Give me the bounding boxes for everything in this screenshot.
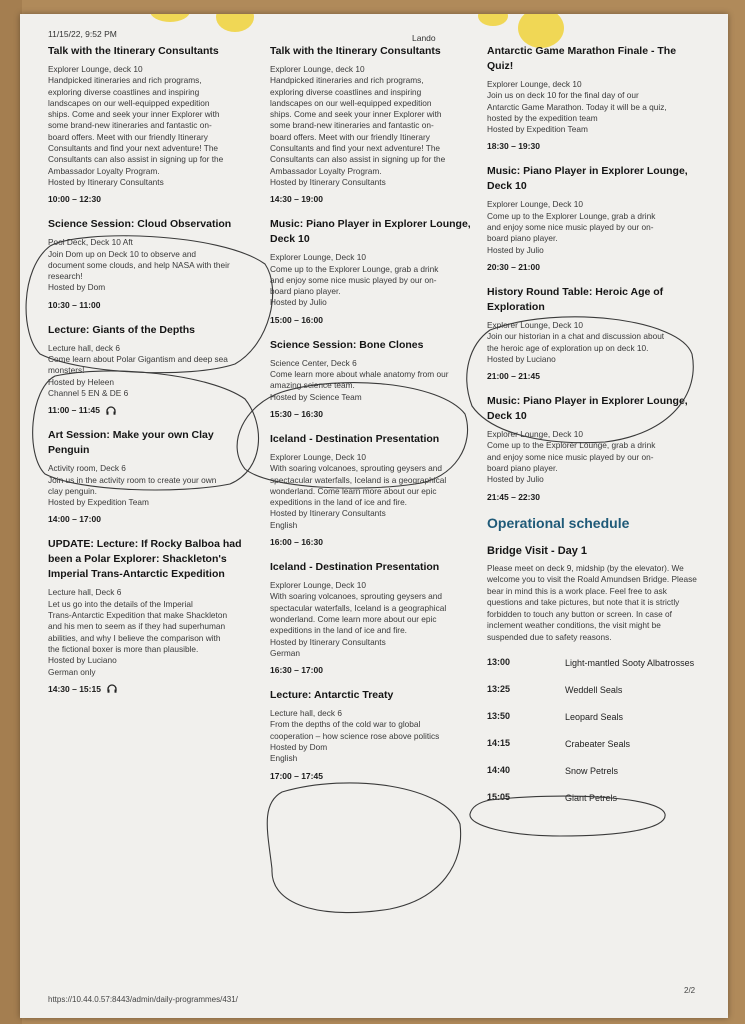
event-detail-line: Science Center, Deck 6 [270,357,357,368]
event-detail-line: Explorer Lounge, deck 10 [487,79,582,89]
event-detail-line: board offers. Meet with our friendly Itinerary [48,131,208,142]
event-detail-line: Explorer Lounge, Deck 10 [487,199,583,210]
event-detail-line: From the depths of the cold war to global [270,719,421,730]
event-time: 16:00 – 16:30 [270,537,323,548]
event-detail-line: Antarctic Game Marathon. Today it will be a quiz, [487,101,667,112]
event-detail-line: Hosted by Heleen [48,376,114,387]
event-detail-line: and his men to seem as if they had superhuman [48,621,226,632]
event-time: 21:45 – 22:30 [487,491,540,502]
event-detail-line: Hosted by Science Team [270,391,362,402]
event-detail-line: Handpicked itineraries and rich programs, [48,75,202,86]
event-title: Antarctic Game Marathon Finale - The Quiz! [487,45,677,72]
event-title: Lecture: Antarctic Treaty [270,689,394,702]
printed-page [20,14,728,1018]
schedule-time: 13:50 [487,711,511,722]
event-detail-line: abilities, and why I believe the comparison with [48,632,221,643]
event-detail-line: wonderland. Come learn more about our epic [270,613,437,624]
event-detail-line: Explorer Lounge, deck 10 [48,64,143,74]
event-detail-line: Hosted by Luciano [48,655,117,666]
event-detail-line: Hosted by Expedition Team [48,497,149,508]
footer-url: https://10.44.0.57:8443/admin/daily-programmes/431/ [48,995,238,1004]
schedule-time: 14:15 [487,738,511,749]
page-number: 2/2 [684,986,696,995]
event-detail-line: board piano player. [487,233,558,244]
event-detail-line: spectacular waterfalls, Iceland is a geographical [270,602,447,613]
event-detail-line: ships. Come and seek your inner Explorer with [48,109,220,120]
schedule-time: 13:25 [487,684,511,695]
event-time: 18:30 – 19:30 [487,141,540,152]
event-detail-line: Lecture hall, deck 6 [270,708,342,719]
event-detail-line: Hosted by Dom [270,741,328,752]
event-detail-line: Ambassador Loyalty Program. [48,165,160,176]
event-detail-line: With soaring volcanoes, sprouting geysers and [270,463,443,474]
event-detail-line: clay penguin. [48,485,97,496]
schedule-species: Crabeater Seals [565,739,631,750]
event-detail-line: Channel 5 EN & DE 6 [48,387,129,398]
event-detail-line: research! [48,271,83,282]
schedule-time: 14:40 [487,765,511,776]
event-detail-line: German only [48,666,96,677]
event-detail-line: the fictional boxer is more than plausible. [48,643,199,654]
event-detail-line: Hosted by Itinerary Consultants [270,508,386,519]
event-detail-line: Come up to the Explorer Lounge, grab a drink [487,210,656,221]
event-detail-line: ships. Come and seek your inner Explorer with [270,109,442,120]
event-detail-line: Hosted by Julio [487,244,544,255]
bridge-visit-title: Bridge Visit - Day 1 [487,544,588,557]
event-time: 17:00 – 17:45 [270,770,323,781]
event-time: 10:00 – 12:30 [48,194,101,205]
event-detail-line: Come learn about Polar Gigantism and deep sea [48,354,228,365]
event-detail-line: some brand-new itineraries and fantastic on- [270,120,434,131]
event-detail-line: board piano player. [270,286,341,297]
bridge-visit-description: Please meet on deck 9, midship (by the elevator). We welcome you to visit the Roald Amundsen Bridge. Please bear in mind this is a work place. Feel free to ask questions and take pictures, but note that it is strictly forbidden to touch any button or screen. In case of inclement weather conditions, the visit might be suspended due to safety reasons. [487,562,697,642]
event-detail-line: English [270,519,298,530]
event-detail-line: German [270,647,300,658]
event-time: 14:30 – 15:15 [48,683,101,694]
event-detail-line: Handpicked itineraries and rich programs, [270,75,424,86]
schedule-species: Snow Petrels [565,766,619,777]
event-detail-line: expeditions in the land of ice and fire. [270,625,407,636]
event-detail-line: Hosted by Itinerary Consultants [270,176,386,187]
event-detail-line: Come up to the Explorer Lounge, grab a drink [270,263,439,274]
pen-circle [237,383,467,489]
schedule-species: Weddell Seals [565,685,623,696]
event-detail-line: Hosted by Itinerary Consultants [48,176,164,187]
event-detail-line: landscapes on our well-equipped expedition [270,97,432,108]
event-title: Iceland - Destination Presentation [270,561,440,574]
event-detail-line: Explorer Lounge, Deck 10 [487,429,583,440]
event-detail-line: Let us go into the details of the Imperial [48,598,193,609]
print-timestamp: 11/15/22, 9:52 PM [48,29,117,39]
event-detail-line: Consultants can also assist in signing up for the [48,154,224,165]
schedule-species: Light-mantled Sooty Albatrosses [565,658,695,669]
schedule-species: Leopard Seals [565,712,624,723]
event-detail-line: Trans-Antarctic Expedition that make Shackleton [48,610,228,621]
event-detail-line: Join us on deck 10 for the final day of our [487,90,639,101]
event-detail-line: Explorer Lounge, Deck 10 [487,319,583,330]
event-detail-line: Hosted by Expedition Team [487,124,588,135]
event-detail-line: expeditions in the land of ice and fire. [270,497,407,508]
event-detail-line: and enjoy some nice music played by our on- [487,222,654,233]
event-detail-line: Hosted by Luciano [487,353,556,364]
event-detail-line: hosted by the expedition team [487,112,598,123]
event-detail-line: spectacular waterfalls, Iceland is a geographical [270,474,447,485]
event-time: 21:00 – 21:45 [487,371,540,382]
event-title: Lecture: Giants of the Depths [48,323,196,336]
event-title: Music: Piano Player in Explorer Lounge, Deck 10 [487,395,688,423]
event-detail-line: Explorer Lounge, deck 10 [270,64,365,74]
event-detail-line: Join our historian in a chat and discussion about [487,331,665,342]
event-title: Music: Piano Player in Explorer Lounge, Deck 10 [270,218,471,246]
event-detail-line: Come up to the Explorer Lounge, grab a drink [487,440,656,451]
event-title: Iceland - Destination Presentation [270,432,440,445]
event-detail-line: and enjoy some nice music played by our on- [270,274,437,285]
pen-annotations [20,14,728,1018]
event-detail-line: exploring diverse coastlines and inspiring [48,86,200,97]
event-detail-line: board offers. Meet with our friendly Itinerary [270,131,430,142]
pen-circle [33,371,259,490]
event-detail-line: Come learn more about whale anatomy from our [270,369,449,380]
event-detail-line: Hosted by Itinerary Consultants [270,636,386,647]
event-time: 11:00 – 11:45 [48,405,100,416]
event-detail-line: Consultants and find your next adventure! The [48,143,219,154]
event-title: Art Session: Make your own Clay Penguin [48,429,214,457]
event-detail-line: Lecture hall, Deck 6 [48,587,122,598]
event-detail-line: Ambassador Loyalty Program. [270,165,382,176]
ship-name: Lando [412,33,436,43]
event-detail-line: exploring diverse coastlines and inspiring [270,86,422,97]
event-time: 20:30 – 21:00 [487,261,540,272]
pen-circle [470,796,665,836]
schedule-time: 15:05 [487,792,511,803]
event-detail-line: Pool Deck, Deck 10 Aft [48,237,133,248]
event-detail-line: English [270,753,298,764]
event-title: History Round Table: Heroic Age of Exploration [487,285,664,313]
event-detail-line: Explorer Lounge, Deck 10 [270,451,366,462]
event-title: Science Session: Bone Clones [270,338,424,351]
event-detail-line: Lecture hall, deck 6 [48,342,120,353]
event-title: UPDATE: Lecture: If Rocky Balboa had been a Polar Explorer: Shackleton's Imperial Trans-Antarctic Expedition [48,538,242,581]
event-time: 16:30 – 17:00 [270,665,323,676]
event-time: 14:00 – 17:00 [48,514,101,525]
event-detail-line: some brand-new itineraries and fantastic on- [48,120,212,131]
event-time: 14:30 – 19:00 [270,194,323,205]
event-time: 15:30 – 16:30 [270,408,323,419]
event-detail-line: With soaring volcanoes, sprouting geysers and [270,591,443,602]
pen-circle [26,236,273,373]
schedule-species: Giant Petrels [565,793,618,804]
event-detail-line: Hosted by Dom [48,282,106,293]
event-detail-line: the heroic age of exploration up on deck 10. [487,342,649,353]
event-time: 10:30 – 11:00 [48,299,101,310]
pen-circle [467,317,693,443]
event-detail-line: Activity room, Deck 6 [48,463,126,474]
event-detail-line: board piano player. [487,463,558,474]
event-detail-line: Explorer Lounge, Deck 10 [270,580,366,591]
operational-heading: Operational schedule [487,514,630,531]
event-detail-line: cooperation – how science rose above politics [270,730,440,741]
event-detail-line: Explorer Lounge, Deck 10 [270,252,366,263]
event-detail-line: wonderland. Come learn more about our epic [270,485,437,496]
event-detail-line: monsters! [48,365,85,376]
event-title: Science Session: Cloud Observation [48,218,232,231]
event-detail-line: document some clouds, and help NASA with their [48,259,230,270]
event-time: 15:00 – 16:00 [270,314,323,325]
event-detail-line: amazing science team. [270,380,355,391]
pen-circle [267,783,460,913]
event-detail-line: Hosted by Julio [270,297,327,308]
event-title: Music: Piano Player in Explorer Lounge, Deck 10 [487,165,688,193]
event-detail-line: Consultants and find your next adventure! The [270,143,441,154]
event-detail-line: landscapes on our well-equipped expedition [48,97,210,108]
event-detail-line: Consultants can also assist in signing up for the [270,154,446,165]
event-title: Talk with the Itinerary Consultants [270,45,441,57]
event-title: Talk with the Itinerary Consultants [48,45,219,57]
table-surface [0,0,22,1024]
event-detail-line: Join us in the activity room to create your own [48,474,217,485]
schedule-time: 13:00 [487,657,511,668]
event-detail-line: Join Dom up on Deck 10 to observe and [48,248,197,259]
event-detail-line: and enjoy some nice music played by our on- [487,451,654,462]
event-detail-line: Hosted by Julio [487,474,544,485]
